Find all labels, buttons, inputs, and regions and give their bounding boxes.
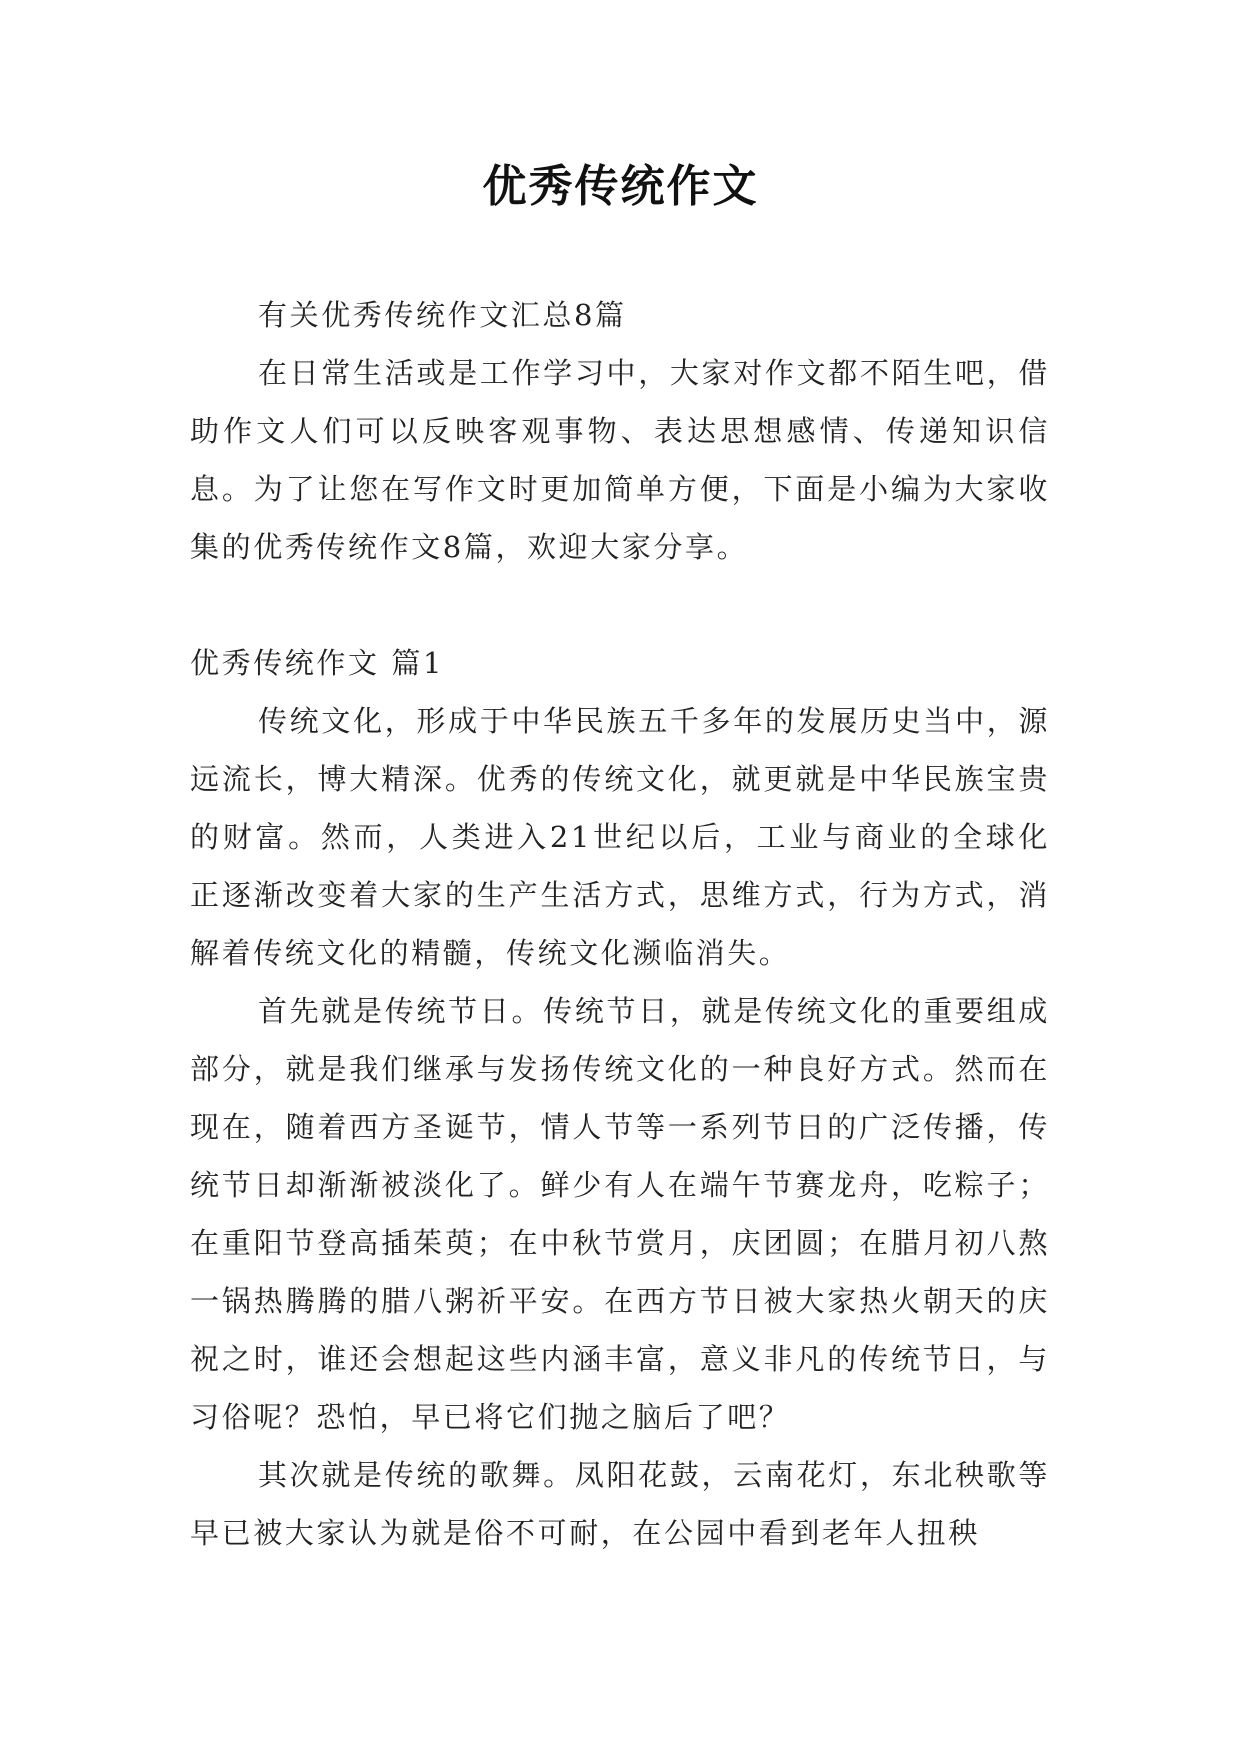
section-heading: 优秀传统作文 篇1 [190,646,445,680]
document-subtitle: 有关优秀传统作文汇总8篇 [258,298,627,332]
body-paragraph: 首先就是传统节日。传统节日，就是传统文化的重要组成部分，就是我们继承与发扬传统文化的一种良好方式。然而在现在，随着西方圣诞节，情人节等一系列节日的广泛传播，传统节日却渐渐被淡化了。鲜少有人在端午节赛龙舟，吃粽子；在重阳节登高插茱萸；在中秋节赏月，庆团圆；在腊月初八熬一锅热腾腾的腊八粥祈平安。在西方节日被大家热火朝天的庆祝之时，谁还会想起这些内涵丰富，意义非凡的传统节日，与习俗呢？恐怕，早已将它们抛之脑后了吧？ [190,994,1050,1434]
body-paragraph: 传统文化，形成于中华民族五千多年的发展历史当中，源远流长，博大精深。优秀的传统文化，就更就是中华民族宝贵的财富。然而，人类进入21世纪以后，工业与商业的全球化正逐渐改变着大家的生产生活方式，思维方式，行为方式，消解着传统文化的精髓，传统文化濒临消失。 [190,704,1050,970]
document-body [190,286,1050,1562]
intro-paragraph: 在日常生活或是工作学习中，大家对作文都不陌生吧，借助作文人们可以反映客观事物、表达思想感情、传递知识信息。为了让您在写作文时更加简单方便，下面是小编为大家收集的优秀传统作文8篇，欢迎大家分享。 [190,356,1050,564]
document-title: 优秀传统作文 [482,161,759,212]
body-paragraph: 其次就是传统的歌舞。凤阳花鼓，云南花灯，东北秧歌等早已被大家认为就是俗不可耐，在公园中看到老年人扭秧 [190,1458,1050,1550]
